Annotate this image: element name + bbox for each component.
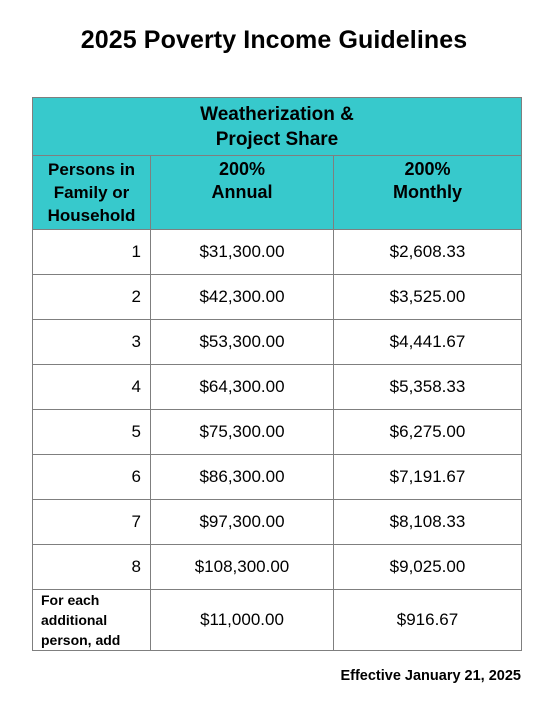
effective-date-note: Effective January 21, 2025 xyxy=(340,668,521,684)
annual-cell: $64,300.00 xyxy=(151,365,334,410)
table-row xyxy=(33,500,522,545)
persons-cell: 3 xyxy=(33,320,151,365)
column-header-monthly xyxy=(334,156,522,230)
additional-monthly-cell: $916.67 xyxy=(334,590,522,651)
column-header-line: 200% xyxy=(404,159,451,179)
persons-cell: 4 xyxy=(33,365,151,410)
additional-label-line: person, add xyxy=(41,632,121,648)
annual-cell: $108,300.00 xyxy=(151,545,334,590)
table-row xyxy=(33,455,522,500)
annual-cell: $31,300.00 xyxy=(151,230,334,275)
monthly-cell: $5,358.33 xyxy=(334,365,522,410)
monthly-cell: $4,441.67 xyxy=(334,320,522,365)
column-header-persons xyxy=(33,156,151,230)
persons-cell: 8 xyxy=(33,545,151,590)
table-row xyxy=(33,275,522,320)
monthly-cell: $8,108.33 xyxy=(334,500,522,545)
additional-label-line: For each xyxy=(41,592,100,608)
column-header-line: Annual xyxy=(211,182,273,202)
table-row xyxy=(33,365,522,410)
program-header-line: Project Share xyxy=(215,128,339,150)
additional-label-line: additional xyxy=(41,612,108,628)
table-row xyxy=(33,545,522,590)
annual-cell: $86,300.00 xyxy=(151,455,334,500)
annual-cell: $42,300.00 xyxy=(151,275,334,320)
column-header-line: 200% xyxy=(218,159,266,179)
guidelines-table xyxy=(32,97,522,651)
column-header-annual xyxy=(151,156,334,230)
program-header xyxy=(33,98,522,156)
table-row xyxy=(33,230,522,275)
annual-cell: $97,300.00 xyxy=(151,500,334,545)
monthly-cell: $9,025.00 xyxy=(334,545,522,590)
table-row xyxy=(33,320,522,365)
page-title: 2025 Poverty Income Guidelines xyxy=(80,26,468,54)
table-row xyxy=(33,410,522,455)
persons-cell: 5 xyxy=(33,410,151,455)
column-header-row xyxy=(33,156,522,230)
column-header-line: Household xyxy=(47,206,136,225)
column-header-line: Family or xyxy=(53,183,130,202)
additional-annual-cell: $11,000.00 xyxy=(151,590,334,651)
column-header-line: Monthly xyxy=(393,182,462,202)
program-header-row xyxy=(33,98,522,156)
column-header-line: Persons in xyxy=(48,160,135,179)
additional-person-label xyxy=(33,590,151,651)
program-header-line: Weatherization & xyxy=(200,103,354,125)
monthly-cell: $2,608.33 xyxy=(334,230,522,275)
annual-cell: $53,300.00 xyxy=(151,320,334,365)
monthly-cell: $6,275.00 xyxy=(334,410,522,455)
monthly-cell: $3,525.00 xyxy=(334,275,522,320)
persons-cell: 2 xyxy=(33,275,151,320)
annual-cell: $75,300.00 xyxy=(151,410,334,455)
persons-cell: 7 xyxy=(33,500,151,545)
persons-cell: 6 xyxy=(33,455,151,500)
additional-person-row xyxy=(33,590,522,651)
persons-cell: 1 xyxy=(33,230,151,275)
monthly-cell: $7,191.67 xyxy=(334,455,522,500)
